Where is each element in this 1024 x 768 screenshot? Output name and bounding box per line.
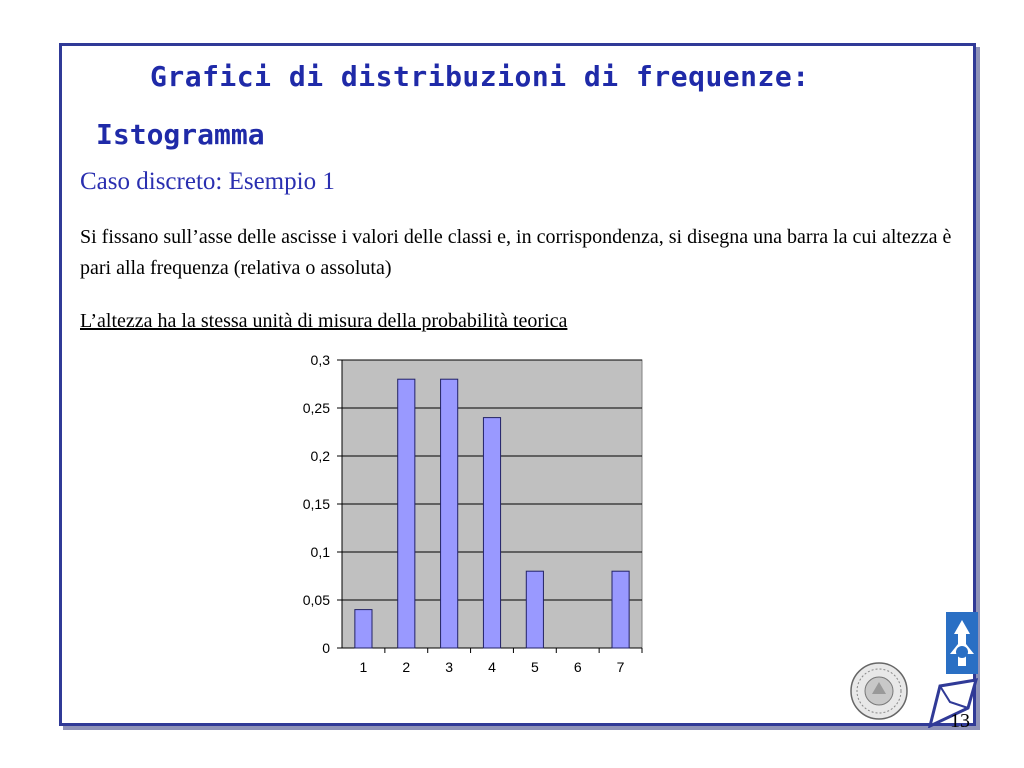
body-paragraph: Si fissano sull’asse delle ascisse i valori delle classi e, in corrispondenza, si disegna una barra la cui altezza è pari alla frequenza (relativa o assoluta) — [80, 226, 952, 279]
y-tick-label: 0,05 — [302, 592, 330, 608]
y-tick-label: 0,1 — [310, 544, 330, 560]
underlined-note: L’altezza ha la stessa unità di misura della probabilità teorica — [80, 310, 568, 332]
y-tick-label: 0 — [322, 640, 330, 656]
x-tick-label: 7 — [616, 659, 625, 675]
y-tick-label: 0,3 — [310, 352, 330, 368]
bar — [441, 379, 458, 648]
bar — [483, 418, 500, 648]
x-tick-label: 6 — [573, 659, 582, 675]
slide-title-line2: Istogramma — [96, 118, 265, 151]
university-logo-icon — [946, 612, 978, 674]
y-tick-label: 0,15 — [302, 496, 330, 512]
x-tick-label: 4 — [488, 659, 496, 675]
x-tick-label: 3 — [445, 659, 454, 675]
bar — [526, 571, 543, 648]
histogram-chart — [270, 345, 650, 690]
bar — [612, 571, 629, 648]
x-tick-label: 5 — [530, 659, 539, 675]
y-tick-label: 0,2 — [310, 448, 330, 464]
x-tick-label: 1 — [359, 659, 368, 675]
bar — [398, 379, 415, 648]
slide-subtitle: Caso discreto: Esempio 1 — [80, 168, 335, 195]
x-tick-label: 2 — [402, 659, 411, 675]
page-number: 13 — [950, 710, 970, 732]
seal-icon — [848, 660, 910, 722]
slide-title: Grafici di distribuzioni di frequenze: — [150, 60, 810, 93]
y-tick-label: 0,25 — [302, 400, 330, 416]
bar — [355, 610, 372, 648]
